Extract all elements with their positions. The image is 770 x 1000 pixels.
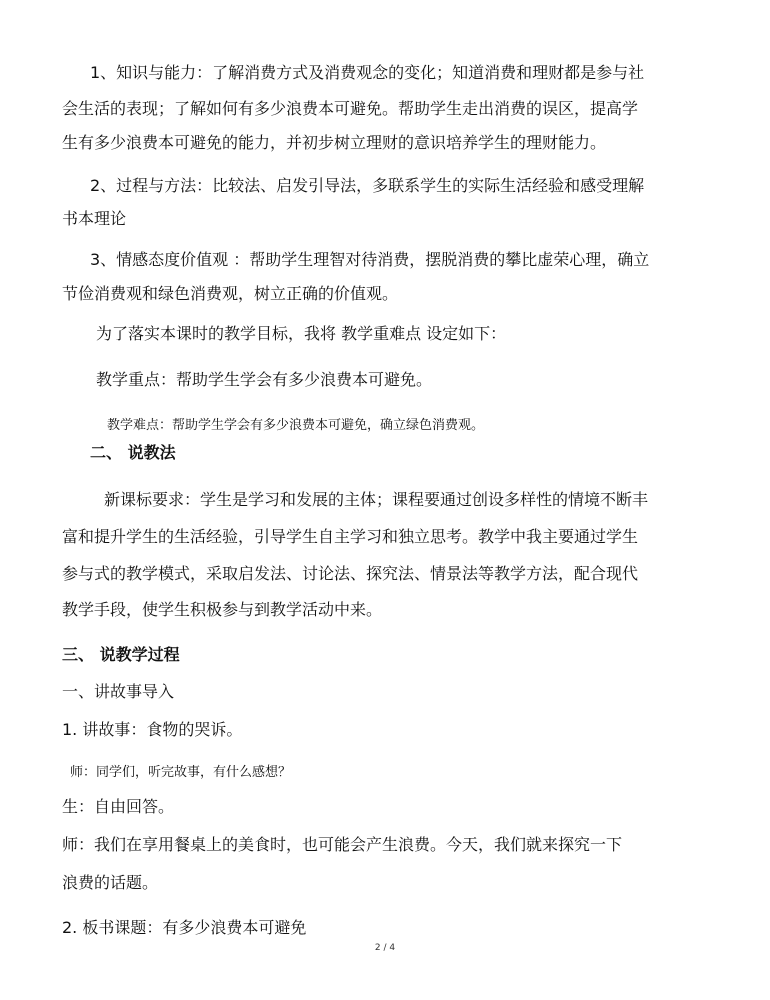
teacher-statement-line-1: 师：我们在享用餐桌上的美食时，也可能会产生浪费。今天，我们就来探究一下	[62, 835, 623, 854]
student-answer: 生：自由回答。	[62, 797, 175, 816]
method-line-2: 富和提升学生的生活经验，引导学生自主学习和独立思考。教学中我主要通过学生	[62, 527, 639, 546]
section-heading-teaching-process: 三、 说教学过程	[62, 645, 180, 664]
method-line-1: 新课标要求：学生是学习和发展的主体；课程要通过创设多样性的情境不断丰	[104, 490, 649, 509]
page-number: 2 / 4	[374, 943, 396, 953]
teaching-key-point: 教学重点：帮助学生学会有多少浪费本可避免。	[96, 370, 433, 389]
method-line-3: 参与式的教学模式，采取启发法、讨论法、探究法、情景法等教学方法，配合现代	[62, 564, 639, 583]
method-line-4: 教学手段，使学生积极参与到教学活动中来。	[62, 600, 383, 619]
paragraph-2-line-2: 书本理论	[62, 209, 127, 228]
paragraph-1-line-2: 会生活的表现；了解如何有多少浪费本可避免。帮助学生走出消费的误区，提高学	[62, 99, 639, 118]
teacher-statement-line-2: 浪费的话题。	[62, 873, 159, 892]
paragraph-2-line-1: 2、过程与方法：比较法、启发引导法，多联系学生的实际生活经验和感受理解	[90, 176, 645, 195]
paragraph-3-line-2: 节俭消费观和绿色消费观，树立正确的价值观。	[62, 284, 399, 303]
lesson-title-item: 2. 板书课题：有多少浪费本可避免	[62, 918, 307, 937]
section-heading-teaching-method: 二、 说教法	[90, 443, 176, 462]
teaching-difficulty: 教学难点：帮助学生学会有多少浪费本可避免，确立绿色消费观。	[107, 418, 485, 433]
story-item: 1. 讲故事：食物的哭诉。	[62, 720, 243, 739]
paragraph-3-line-1: 3、情感态度价值观 ：帮助学生理智对待消费，摆脱消费的攀比虚荣心理，确立	[90, 250, 650, 269]
teacher-question: 师：同学们，听完故事，有什么感想？	[70, 765, 292, 780]
subheading-story-intro: 一、讲故事导入	[62, 682, 175, 701]
objective-intro: 为了落实本课时的教学目标，我将 教学重难点 设定如下：	[96, 324, 507, 343]
paragraph-1-line-1: 1、知识与能力：了解消费方式及消费观念的变化；知道消费和理财都是参与社	[90, 63, 645, 82]
paragraph-1-line-3: 生有多少浪费本可避免的能力，并初步树立理财的意识培养学生的理财能力。	[62, 133, 607, 152]
